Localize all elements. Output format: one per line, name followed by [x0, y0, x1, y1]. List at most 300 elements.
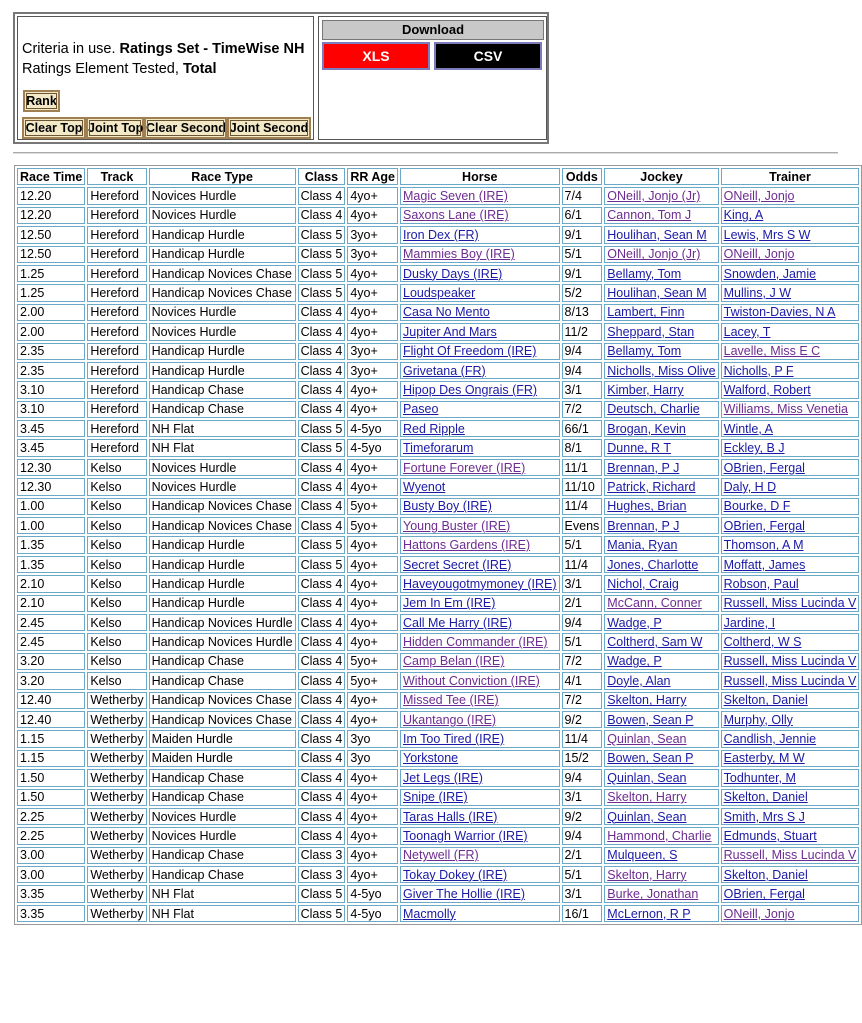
- table-row: [17, 362, 859, 379]
- horse-link[interactable]: Netywell (FR): [403, 848, 479, 863]
- trainer-link[interactable]: Walford, Robert: [723, 382, 811, 397]
- horse-link[interactable]: Ukantango (IRE): [403, 712, 497, 727]
- race-type-cell: Handicap Novices Chase: [149, 517, 296, 534]
- trainer-cell: [721, 614, 860, 631]
- horse-cell: [400, 226, 560, 243]
- odds-cell: 11/2: [562, 323, 603, 340]
- jockey-cell: [604, 246, 718, 263]
- download-xls-button[interactable]: XLS: [322, 42, 430, 70]
- horse-link[interactable]: Red Ripple: [403, 421, 465, 436]
- track-cell: Wetherby: [87, 808, 146, 825]
- jockey-link[interactable]: Bellamy, Tom: [607, 344, 682, 359]
- horse-link[interactable]: Iron Dex (FR): [403, 227, 479, 242]
- race-time-cell: 3.35: [17, 905, 85, 922]
- jockey-link[interactable]: Skelton, Harry: [607, 693, 687, 708]
- trainer-link[interactable]: Candlish, Jennie: [723, 732, 817, 747]
- rr-age-cell: 5yo+: [347, 498, 398, 515]
- race-time-cell: 1.50: [17, 769, 85, 786]
- jockey-link[interactable]: Houlihan, Sean M: [607, 227, 707, 242]
- table-row: [17, 343, 859, 360]
- jockey-link[interactable]: Hammond, Charlie: [607, 828, 712, 843]
- race-time-cell: 1.25: [17, 284, 85, 301]
- jockey-link[interactable]: Mania, Ryan: [607, 538, 678, 553]
- race-type-cell: Handicap Chase: [149, 401, 296, 418]
- horse-cell: [400, 750, 560, 767]
- horse-link[interactable]: Saxons Lane (IRE): [403, 208, 509, 223]
- horse-link[interactable]: Timeforarum: [403, 441, 474, 456]
- jockey-link[interactable]: Houlihan, Sean M: [607, 286, 707, 301]
- table-row: [17, 187, 859, 204]
- trainer-link[interactable]: Wintle, A: [723, 421, 773, 436]
- race-type-cell: Handicap Hurdle: [149, 595, 296, 612]
- horse-link[interactable]: Toonagh Warrior (IRE): [403, 828, 528, 843]
- track-cell: Wetherby: [87, 866, 146, 883]
- rr-age-cell: 4yo+: [347, 207, 398, 224]
- track-cell: Kelso: [87, 614, 146, 631]
- table-row: [17, 517, 859, 534]
- race-type-cell: Novices Hurdle: [149, 323, 296, 340]
- horse-link[interactable]: Loudspeaker: [403, 286, 476, 301]
- horse-link[interactable]: Wyenot: [403, 479, 446, 494]
- jockey-cell: [604, 459, 718, 476]
- jockey-cell: [604, 711, 718, 728]
- rr-age-cell: 4yo+: [347, 187, 398, 204]
- jockey-link[interactable]: Nichol, Craig: [607, 576, 679, 591]
- jockey-link[interactable]: Skelton, Harry: [607, 867, 687, 882]
- class-cell: Class 5: [298, 226, 346, 243]
- trainer-link[interactable]: Easterby, M W: [723, 751, 805, 766]
- track-cell: Kelso: [87, 595, 146, 612]
- trainer-link[interactable]: Skelton, Daniel: [723, 867, 808, 882]
- trainer-link[interactable]: OBrien, Fergal: [723, 518, 805, 533]
- trainer-link[interactable]: Eckley, B J: [723, 441, 785, 456]
- jockey-cell: [604, 653, 718, 670]
- jockey-link[interactable]: Skelton, Harry: [607, 790, 687, 805]
- race-type-cell: Handicap Chase: [149, 789, 296, 806]
- trainer-link[interactable]: Snowden, Jamie: [723, 266, 817, 281]
- race-type-cell: Handicap Hurdle: [149, 556, 296, 573]
- race-time-cell: 2.35: [17, 362, 85, 379]
- table-row: [17, 614, 859, 631]
- jockey-cell: [604, 343, 718, 360]
- criteria-text: [22, 39, 304, 79]
- jockey-link[interactable]: Bowen, Sean P: [607, 712, 694, 727]
- trainer-cell: [721, 769, 860, 786]
- track-cell: Hereford: [87, 207, 146, 224]
- trainer-link[interactable]: Moffatt, James: [723, 557, 806, 572]
- class-cell: Class 4: [298, 730, 346, 747]
- odds-cell: 3/1: [562, 575, 603, 592]
- class-cell: Class 4: [298, 187, 346, 204]
- jockey-link[interactable]: Sheppard, Stan: [607, 324, 695, 339]
- odds-cell: 7/4: [562, 187, 603, 204]
- class-cell: Class 4: [298, 769, 346, 786]
- odds-cell: Evens: [562, 517, 603, 534]
- rr-age-cell: 4-5yo: [347, 885, 398, 902]
- jockey-link[interactable]: Dunne, R T: [607, 441, 671, 456]
- joint-top-button[interactable]: Joint Top: [86, 117, 144, 139]
- jockey-link[interactable]: Brennan, P J: [607, 460, 680, 475]
- track-cell: Hereford: [87, 439, 146, 456]
- odds-cell: 11/1: [562, 459, 603, 476]
- table-row: [17, 420, 859, 437]
- jockey-cell: [604, 187, 718, 204]
- jockey-link[interactable]: Doyle, Alan: [607, 673, 671, 688]
- jockey-cell: [604, 536, 718, 553]
- jockey-link[interactable]: McCann, Conner: [607, 596, 702, 611]
- horse-link[interactable]: Giver The Hollie (IRE): [403, 887, 526, 902]
- horse-link[interactable]: Haveyougotmymoney (IRE): [403, 576, 557, 591]
- trainer-cell: [721, 653, 860, 670]
- clear-second-button[interactable]: Clear Second: [144, 117, 227, 139]
- rank-button[interactable]: Rank: [23, 90, 60, 112]
- trainer-cell: [721, 847, 860, 864]
- column-header-odds: Odds: [562, 168, 603, 185]
- odds-cell: 4/1: [562, 672, 603, 689]
- jockey-link[interactable]: Mulqueen, S: [607, 848, 678, 863]
- jockey-cell: [604, 885, 718, 902]
- rr-age-cell: 4yo+: [347, 808, 398, 825]
- table-row: [17, 323, 859, 340]
- horse-cell: [400, 187, 560, 204]
- class-cell: Class 4: [298, 323, 346, 340]
- horse-cell: [400, 304, 560, 321]
- odds-cell: 9/4: [562, 827, 603, 844]
- horse-link[interactable]: Hattons Gardens (IRE): [403, 538, 531, 553]
- class-cell: Class 4: [298, 517, 346, 534]
- rr-age-cell: 4yo+: [347, 265, 398, 282]
- odds-cell: 15/2: [562, 750, 603, 767]
- jockey-link[interactable]: Deutsch, Charlie: [607, 402, 700, 417]
- trainer-cell: [721, 187, 860, 204]
- column-header-class: Class: [298, 168, 346, 185]
- track-cell: Hereford: [87, 284, 146, 301]
- trainer-cell: [721, 343, 860, 360]
- jockey-cell: [604, 750, 718, 767]
- trainer-link[interactable]: Russell, Miss Lucinda V: [723, 654, 857, 669]
- trainer-link[interactable]: Williams, Miss Venetia: [723, 402, 848, 417]
- horse-cell: [400, 343, 560, 360]
- trainer-cell: [721, 808, 860, 825]
- race-time-cell: 3.00: [17, 866, 85, 883]
- trainer-link[interactable]: Edmunds, Stuart: [723, 828, 817, 843]
- class-cell: Class 4: [298, 498, 346, 515]
- trainer-link[interactable]: Russell, Miss Lucinda V: [723, 673, 857, 688]
- jockey-link[interactable]: Brogan, Kevin: [607, 421, 686, 436]
- table-row: [17, 459, 859, 476]
- jockey-link[interactable]: Quinlan, Sean: [607, 732, 687, 747]
- race-time-cell: 12.50: [17, 226, 85, 243]
- horse-cell: [400, 420, 560, 437]
- table-row: [17, 304, 859, 321]
- jockey-link[interactable]: Bowen, Sean P: [607, 751, 694, 766]
- horse-cell: [400, 905, 560, 922]
- jockey-link[interactable]: Quinlan, Sean: [607, 770, 687, 785]
- race-type-cell: Handicap Chase: [149, 381, 296, 398]
- odds-cell: 9/4: [562, 343, 603, 360]
- horse-link[interactable]: Call Me Harry (IRE): [403, 615, 513, 630]
- rr-age-cell: 4yo+: [347, 575, 398, 592]
- horse-link[interactable]: Paseo: [403, 402, 439, 417]
- table-row: [17, 575, 859, 592]
- trainer-link[interactable]: Bourke, D F: [723, 499, 791, 514]
- table-row: [17, 885, 859, 902]
- class-cell: Class 3: [298, 847, 346, 864]
- trainer-link[interactable]: Todhunter, M: [723, 770, 796, 785]
- odds-cell: 5/2: [562, 284, 603, 301]
- odds-cell: 11/4: [562, 556, 603, 573]
- table-row: [17, 711, 859, 728]
- class-cell: Class 4: [298, 653, 346, 670]
- horse-cell: [400, 789, 560, 806]
- class-cell: Class 4: [298, 633, 346, 650]
- trainer-link[interactable]: Russell, Miss Lucinda V: [723, 848, 857, 863]
- horse-cell: [400, 439, 560, 456]
- race-type-cell: Novices Hurdle: [149, 478, 296, 495]
- column-header-trainer: Trainer: [721, 168, 860, 185]
- odds-cell: 3/1: [562, 381, 603, 398]
- horse-cell: [400, 517, 560, 534]
- rr-age-cell: 4yo+: [347, 401, 398, 418]
- column-header-track: Track: [87, 168, 146, 185]
- trainer-link[interactable]: Russell, Miss Lucinda V: [723, 596, 857, 611]
- trainer-cell: [721, 633, 860, 650]
- horse-link[interactable]: Dusky Days (IRE): [403, 266, 503, 281]
- horse-cell: [400, 284, 560, 301]
- race-time-cell: 3.20: [17, 672, 85, 689]
- trainer-link[interactable]: Twiston-Davies, N A: [723, 305, 836, 320]
- race-type-cell: Handicap Novices Chase: [149, 692, 296, 709]
- column-header-jockey: Jockey: [604, 168, 718, 185]
- jockey-link[interactable]: Hughes, Brian: [607, 499, 687, 514]
- trainer-cell: [721, 692, 860, 709]
- race-type-cell: Handicap Chase: [149, 653, 296, 670]
- criteria-box: [17, 16, 314, 140]
- race-type-cell: Handicap Chase: [149, 769, 296, 786]
- class-cell: Class 4: [298, 381, 346, 398]
- jockey-link[interactable]: Quinlan, Sean: [607, 809, 687, 824]
- horse-cell: [400, 459, 560, 476]
- trainer-link[interactable]: ONeill, Jonjo: [723, 906, 795, 921]
- table-row: [17, 556, 859, 573]
- trainer-link[interactable]: Coltherd, W S: [723, 635, 802, 650]
- horse-link[interactable]: Jupiter And Mars: [403, 324, 497, 339]
- jockey-link[interactable]: Nicholls, Miss Olive: [607, 363, 716, 378]
- track-cell: Kelso: [87, 556, 146, 573]
- trainer-link[interactable]: Jardine, I: [723, 615, 776, 630]
- horse-cell: [400, 847, 560, 864]
- race-type-cell: Novices Hurdle: [149, 207, 296, 224]
- track-cell: Wetherby: [87, 905, 146, 922]
- trainer-link[interactable]: OBrien, Fergal: [723, 460, 805, 475]
- jockey-cell: [604, 304, 718, 321]
- class-cell: Class 5: [298, 420, 346, 437]
- jockey-link[interactable]: Lambert, Finn: [607, 305, 685, 320]
- jockey-link[interactable]: Patrick, Richard: [607, 479, 696, 494]
- trainer-link[interactable]: ONeill, Jonjo: [723, 189, 795, 204]
- trainer-link[interactable]: Nicholls, P F: [723, 363, 794, 378]
- track-cell: Hereford: [87, 323, 146, 340]
- clear-top-button[interactable]: Clear Top: [22, 117, 86, 139]
- trainer-link[interactable]: Lacey, T: [723, 324, 771, 339]
- trainer-cell: [721, 207, 860, 224]
- rr-age-cell: 5yo+: [347, 672, 398, 689]
- horse-link[interactable]: Magic Seven (IRE): [403, 189, 508, 204]
- rr-age-cell: 4yo+: [347, 556, 398, 573]
- odds-cell: 11/10: [562, 478, 603, 495]
- rr-age-cell: 4-5yo: [347, 905, 398, 922]
- trainer-cell: [721, 556, 860, 573]
- race-time-cell: 12.20: [17, 207, 85, 224]
- horse-link[interactable]: Mammies Boy (IRE): [403, 247, 515, 262]
- class-cell: Class 4: [298, 207, 346, 224]
- race-time-cell: 2.45: [17, 614, 85, 631]
- race-time-cell: 2.35: [17, 343, 85, 360]
- jockey-link[interactable]: Wadge, P: [607, 615, 662, 630]
- race-type-cell: Novices Hurdle: [149, 459, 296, 476]
- rr-age-cell: 4yo+: [347, 789, 398, 806]
- download-csv-button[interactable]: CSV: [434, 42, 542, 70]
- race-time-cell: 2.10: [17, 575, 85, 592]
- horse-link[interactable]: Jem In Em (IRE): [403, 596, 496, 611]
- race-time-cell: 3.20: [17, 653, 85, 670]
- jockey-link[interactable]: Cannon, Tom J: [607, 208, 692, 223]
- track-cell: Hereford: [87, 420, 146, 437]
- race-time-cell: 1.35: [17, 556, 85, 573]
- class-cell: Class 4: [298, 478, 346, 495]
- rr-age-cell: 4yo+: [347, 323, 398, 340]
- rr-age-cell: 5yo+: [347, 653, 398, 670]
- horse-link[interactable]: Grivetana (FR): [403, 363, 486, 378]
- jockey-link[interactable]: Wadge, P: [607, 654, 662, 669]
- trainer-link[interactable]: OBrien, Fergal: [723, 887, 805, 902]
- rr-age-cell: 4yo+: [347, 614, 398, 631]
- race-time-cell: 12.40: [17, 711, 85, 728]
- trainer-link[interactable]: Smith, Mrs S J: [723, 809, 805, 824]
- odds-cell: 3/1: [562, 885, 603, 902]
- race-time-cell: 3.00: [17, 847, 85, 864]
- race-type-cell: Handicap Novices Chase: [149, 284, 296, 301]
- trainer-link[interactable]: Robson, Paul: [723, 576, 799, 591]
- trainer-link[interactable]: Mullins, J W: [723, 286, 792, 301]
- rr-age-cell: 4yo+: [347, 478, 398, 495]
- horse-link[interactable]: Fortune Forever (IRE): [403, 460, 526, 475]
- race-type-cell: Handicap Hurdle: [149, 362, 296, 379]
- horse-cell: [400, 692, 560, 709]
- horse-link[interactable]: Macmolly: [403, 906, 456, 921]
- horse-cell: [400, 536, 560, 553]
- column-header-race-time: Race Time: [17, 168, 85, 185]
- horse-cell: [400, 265, 560, 282]
- column-header-rr-age: RR Age: [347, 168, 398, 185]
- ratings-set-value: Ratings Set - TimeWise NH: [119, 41, 305, 57]
- class-cell: Class 5: [298, 905, 346, 922]
- jockey-link[interactable]: Brennan, P J: [607, 518, 680, 533]
- trainer-cell: [721, 226, 860, 243]
- trainer-link[interactable]: Lavelle, Miss E C: [723, 344, 821, 359]
- horse-link[interactable]: Young Buster (IRE): [403, 518, 511, 533]
- horse-link[interactable]: Secret Secret (IRE): [403, 557, 512, 572]
- class-cell: Class 3: [298, 866, 346, 883]
- horse-link[interactable]: Without Conviction (IRE): [403, 673, 540, 688]
- horse-link[interactable]: Im Too Tired (IRE): [403, 732, 505, 747]
- horse-link[interactable]: Camp Belan (IRE): [403, 654, 505, 669]
- race-type-cell: Handicap Novices Chase: [149, 265, 296, 282]
- horse-link[interactable]: Casa No Mento: [403, 305, 490, 320]
- joint-second-button[interactable]: Joint Second: [227, 117, 311, 139]
- jockey-link[interactable]: Jones, Charlotte: [607, 557, 699, 572]
- trainer-link[interactable]: Daly, H D: [723, 479, 777, 494]
- table-row: [17, 750, 859, 767]
- horse-link[interactable]: Taras Halls (IRE): [403, 809, 498, 824]
- jockey-link[interactable]: ONeill, Jonjo (Jr): [607, 189, 701, 204]
- jockey-cell: [604, 226, 718, 243]
- horse-link[interactable]: Missed Tee (IRE): [403, 693, 499, 708]
- track-cell: Kelso: [87, 459, 146, 476]
- trainer-link[interactable]: Skelton, Daniel: [723, 693, 808, 708]
- horse-link[interactable]: Busty Boy (IRE): [403, 499, 492, 514]
- class-cell: Class 5: [298, 439, 346, 456]
- rr-age-cell: 4yo+: [347, 595, 398, 612]
- jockey-link[interactable]: Coltherd, Sam W: [607, 635, 703, 650]
- jockey-cell: [604, 265, 718, 282]
- horse-link[interactable]: Jet Legs (IRE): [403, 770, 483, 785]
- horse-cell: [400, 827, 560, 844]
- download-box: [318, 16, 547, 140]
- trainer-link[interactable]: Skelton, Daniel: [723, 790, 808, 805]
- criteria-panel: [13, 12, 549, 144]
- race-time-cell: 2.10: [17, 595, 85, 612]
- horse-cell: [400, 401, 560, 418]
- jockey-link[interactable]: Burke, Jonathan: [607, 887, 699, 902]
- trainer-link[interactable]: Thomson, A M: [723, 538, 804, 553]
- trainer-link[interactable]: Murphy, Olly: [723, 712, 793, 727]
- race-type-cell: Novices Hurdle: [149, 187, 296, 204]
- trainer-cell: [721, 323, 860, 340]
- table-row: [17, 478, 859, 495]
- odds-cell: 5/1: [562, 633, 603, 650]
- horse-link[interactable]: Yorkstone: [403, 751, 459, 766]
- trainer-link[interactable]: King, A: [723, 208, 764, 223]
- jockey-link[interactable]: ONeill, Jonjo (Jr): [607, 247, 701, 262]
- results-table: [14, 165, 862, 925]
- rr-age-cell: 4yo+: [347, 459, 398, 476]
- track-cell: Hereford: [87, 226, 146, 243]
- horse-link[interactable]: Snipe (IRE): [403, 790, 468, 805]
- class-cell: Class 4: [298, 575, 346, 592]
- race-time-cell: 12.30: [17, 459, 85, 476]
- race-type-cell: Novices Hurdle: [149, 808, 296, 825]
- jockey-link[interactable]: Kimber, Harry: [607, 382, 684, 397]
- jockey-link[interactable]: McLernon, R P: [607, 906, 691, 921]
- rr-age-cell: 4yo+: [347, 769, 398, 786]
- trainer-link[interactable]: Lewis, Mrs S W: [723, 227, 811, 242]
- class-cell: Class 4: [298, 459, 346, 476]
- horse-link[interactable]: Tokay Dokey (IRE): [403, 867, 508, 882]
- horse-link[interactable]: Hipop Des Ongrais (FR): [403, 382, 538, 397]
- table-row: [17, 789, 859, 806]
- table-row: [17, 246, 859, 263]
- jockey-link[interactable]: Bellamy, Tom: [607, 266, 682, 281]
- trainer-cell: [721, 265, 860, 282]
- rr-age-cell: 4yo+: [347, 866, 398, 883]
- horse-cell: [400, 556, 560, 573]
- jockey-cell: [604, 556, 718, 573]
- horse-link[interactable]: Flight Of Freedom (IRE): [403, 344, 537, 359]
- class-cell: Class 5: [298, 885, 346, 902]
- horse-link[interactable]: Hidden Commander (IRE): [403, 635, 548, 650]
- trainer-link[interactable]: ONeill, Jonjo: [723, 247, 795, 262]
